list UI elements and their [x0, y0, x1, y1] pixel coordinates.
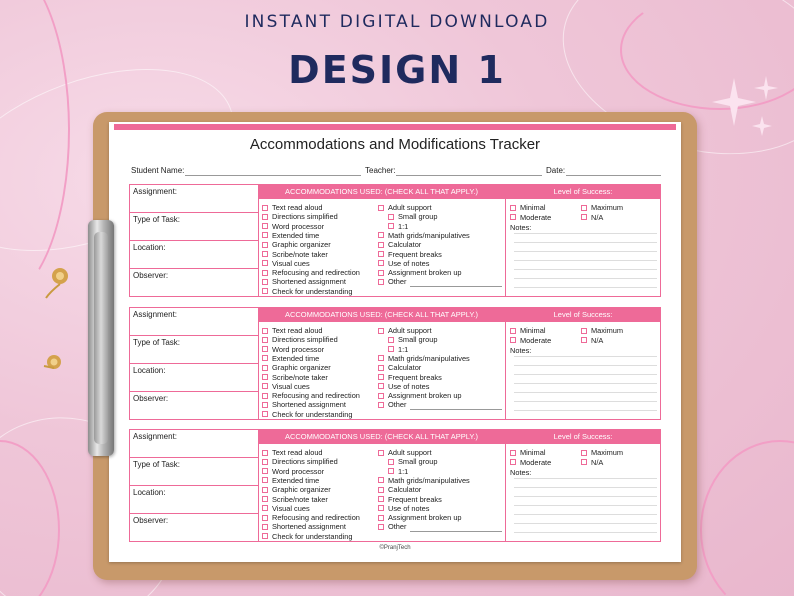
checkbox-icon[interactable] [262, 383, 268, 389]
notes-line[interactable] [514, 523, 657, 524]
notes-line[interactable] [514, 365, 657, 366]
success-checkbox[interactable] [581, 336, 603, 345]
accommodation-checkbox[interactable] [262, 504, 310, 513]
other-line[interactable] [410, 531, 502, 532]
checkbox-label: 1:1 [398, 344, 409, 354]
checkbox-icon[interactable] [378, 365, 384, 371]
checkbox-label: Small group [398, 212, 438, 222]
checkbox-icon[interactable] [262, 205, 268, 211]
tracker-section [129, 307, 661, 420]
notes-line[interactable] [514, 242, 657, 243]
checkbox-icon[interactable] [388, 223, 394, 229]
accommodation-checkbox[interactable] [378, 391, 462, 400]
checkbox-label: Frequent breaks [388, 372, 442, 382]
checkbox-label: Refocusing and redirection [272, 268, 360, 278]
checkbox-label: N/A [591, 457, 604, 467]
notes-line[interactable] [514, 233, 657, 234]
checkbox-label: Other [388, 277, 407, 287]
success-header: Level of Success: [505, 430, 661, 444]
checkbox-label: Text read aloud [272, 326, 323, 335]
accommodation-checkbox[interactable] [388, 212, 437, 221]
other-line[interactable] [410, 286, 502, 287]
accommodation-checkbox[interactable] [262, 354, 319, 363]
checkbox-icon[interactable] [262, 337, 268, 343]
checkbox-icon[interactable] [378, 242, 384, 248]
other-line[interactable] [410, 409, 502, 410]
checkbox-icon[interactable] [581, 337, 587, 343]
checkbox-icon[interactable] [581, 450, 587, 456]
checkbox-label: Graphic organizer [272, 485, 331, 495]
success-checkbox[interactable] [581, 448, 623, 457]
checkbox-icon[interactable] [262, 505, 268, 511]
checkbox-icon[interactable] [262, 374, 268, 380]
accommodation-checkbox[interactable] [262, 277, 346, 286]
checkbox-label: Math grids/manipulatives [388, 475, 470, 485]
accommodation-checkbox[interactable] [262, 259, 310, 268]
checkbox-label: Math grids/manipulatives [388, 353, 470, 363]
notes-label: Notes: [510, 468, 532, 477]
checkbox-icon[interactable] [581, 214, 587, 220]
checkbox-icon[interactable] [378, 374, 384, 380]
checkbox-icon[interactable] [262, 355, 268, 361]
notes-line[interactable] [514, 514, 657, 515]
checkbox-label: Text read aloud [272, 203, 323, 212]
checkbox-label: Maximum [591, 203, 624, 212]
checkbox-label: Scribe/note taker [272, 249, 328, 259]
checkbox-label: Assignment broken up [388, 391, 462, 401]
checkbox-label: Small group [398, 335, 438, 345]
checkbox-icon[interactable] [378, 205, 384, 211]
checkbox-icon[interactable] [388, 214, 394, 220]
checkbox-icon[interactable] [378, 251, 384, 257]
accommodation-checkbox[interactable] [378, 354, 470, 363]
checkbox-label: Extended time [272, 353, 320, 363]
checkbox-icon[interactable] [262, 288, 268, 294]
success-checkbox[interactable] [510, 213, 551, 222]
notes-line[interactable] [514, 269, 657, 270]
success-header: Level of Success: [505, 308, 661, 322]
checkbox-label: Check for understanding [272, 286, 353, 296]
notes-line[interactable] [514, 278, 657, 279]
checkbox-icon[interactable] [388, 346, 394, 352]
column-divider [505, 308, 506, 419]
notes-line[interactable] [514, 392, 657, 393]
checkbox-label: Use of notes [388, 503, 430, 513]
checkbox-icon[interactable] [262, 346, 268, 352]
accommodation-checkbox[interactable] [378, 400, 406, 409]
left-label-cell[interactable]: Location: [130, 486, 258, 514]
column-divider [505, 185, 506, 296]
tracker-sheet [109, 122, 681, 562]
checkbox-icon[interactable] [378, 383, 384, 389]
accommodation-checkbox[interactable] [262, 522, 346, 531]
column-divider [258, 430, 259, 541]
checkbox-label: Graphic organizer [272, 363, 331, 373]
checkbox-icon[interactable] [581, 205, 587, 211]
checkbox-icon[interactable] [262, 487, 268, 493]
top-accent-bar [114, 124, 676, 130]
accommodation-checkbox[interactable] [378, 448, 432, 457]
checkbox-icon[interactable] [378, 232, 384, 238]
accommodation-checkbox[interactable] [388, 467, 408, 476]
checkbox-icon[interactable] [262, 251, 268, 257]
copyright: ©PranjTech [379, 545, 411, 551]
notes-label: Notes: [510, 223, 532, 232]
checkbox-icon[interactable] [510, 205, 516, 211]
checkbox-label: Check for understanding [272, 531, 353, 541]
checkbox-label: Text read aloud [272, 448, 323, 457]
student-name-line [185, 175, 361, 176]
checkbox-label: Shortened assignment [272, 400, 346, 410]
checkbox-icon[interactable] [378, 505, 384, 511]
decorative-line [700, 440, 794, 596]
accommodation-checkbox[interactable] [262, 513, 360, 522]
teacher-line [396, 175, 542, 176]
checkbox-label: N/A [591, 335, 604, 345]
left-label-cell[interactable]: Observer: [133, 516, 169, 525]
accommodation-checkbox[interactable] [262, 240, 331, 249]
accommodation-checkbox[interactable] [388, 345, 408, 354]
checkbox-label: Calculator [388, 240, 422, 250]
left-label-cell[interactable]: Assignment: [130, 308, 258, 336]
success-checkbox[interactable] [510, 336, 551, 345]
accommodation-checkbox[interactable] [262, 222, 324, 231]
checkbox-label: Visual cues [272, 258, 310, 268]
left-label-cell[interactable]: Type of Task: [130, 336, 258, 364]
checkbox-icon[interactable] [388, 459, 394, 465]
checkbox-icon[interactable] [262, 450, 268, 456]
notes-line[interactable] [514, 260, 657, 261]
checkbox-icon[interactable] [378, 524, 384, 530]
decorative-line [0, 0, 70, 300]
checkbox-label: Refocusing and redirection [272, 391, 360, 401]
checkbox-label: Math grids/manipulatives [388, 230, 470, 240]
accommodation-checkbox[interactable] [388, 335, 437, 344]
checkbox-icon[interactable] [262, 328, 268, 334]
checkbox-label: Extended time [272, 230, 320, 240]
accommodation-checkbox[interactable] [262, 335, 338, 344]
checkbox-icon[interactable] [388, 337, 394, 343]
accommodation-checkbox[interactable] [262, 495, 328, 504]
checkbox-icon[interactable] [378, 270, 384, 276]
accommodation-checkbox[interactable] [378, 203, 432, 212]
notes-line[interactable] [514, 496, 657, 497]
notes-line[interactable] [514, 383, 657, 384]
notes-line[interactable] [514, 287, 657, 288]
accommodation-checkbox[interactable] [378, 268, 462, 277]
checkbox-label: Word processor [272, 344, 325, 354]
checkbox-icon[interactable] [262, 496, 268, 502]
teacher-label: Teacher: [365, 166, 396, 175]
checkbox-icon[interactable] [262, 365, 268, 371]
accommodation-checkbox[interactable] [262, 363, 331, 372]
accommodation-checkbox[interactable] [262, 485, 331, 494]
checkbox-icon[interactable] [378, 496, 384, 502]
checkbox-icon[interactable] [378, 477, 384, 483]
accommodation-checkbox[interactable] [378, 259, 430, 268]
accommodation-checkbox[interactable] [262, 448, 323, 457]
checkbox-label: Scribe/note taker [272, 494, 328, 504]
notes-line[interactable] [514, 505, 657, 506]
column-divider [505, 430, 506, 541]
checkbox-label: Shortened assignment [272, 277, 346, 287]
accommodation-checkbox[interactable] [378, 250, 442, 259]
accommodation-checkbox[interactable] [262, 345, 324, 354]
checkbox-icon[interactable] [378, 328, 384, 334]
accommodation-checkbox[interactable] [378, 476, 470, 485]
checkbox-icon[interactable] [510, 214, 516, 220]
left-label-cell[interactable]: Observer: [133, 394, 169, 403]
checkbox-label: Minimal [520, 326, 546, 335]
checkbox-label: Other [388, 400, 407, 410]
header-title: DESIGN 1 [288, 48, 506, 92]
accommodation-checkbox[interactable] [262, 400, 346, 409]
checkbox-label: Moderate [520, 212, 552, 222]
checkbox-label: Calculator [388, 363, 422, 373]
accommodation-checkbox[interactable] [378, 277, 406, 286]
checkbox-icon[interactable] [262, 411, 268, 417]
accommodation-checkbox[interactable] [378, 363, 421, 372]
header-subtitle: INSTANT DIGITAL DOWNLOAD [244, 12, 550, 32]
checkbox-icon[interactable] [262, 459, 268, 465]
checkbox-icon[interactable] [581, 459, 587, 465]
date-label: Date: [546, 166, 566, 175]
sheet-title: Accommodations and Modifications Tracker [249, 136, 541, 153]
checkbox-icon[interactable] [262, 260, 268, 266]
column-divider [258, 308, 259, 419]
checkbox-icon[interactable] [510, 459, 516, 465]
accommodation-checkbox[interactable] [262, 467, 324, 476]
checkbox-label: Refocusing and redirection [272, 513, 360, 523]
checkbox-label: Extended time [272, 475, 320, 485]
accommodation-checkbox[interactable] [378, 231, 470, 240]
checkbox-label: 1:1 [398, 221, 409, 231]
accommodation-checkbox[interactable] [262, 457, 338, 466]
left-label-cell[interactable]: Location: [130, 364, 258, 392]
accommodation-checkbox[interactable] [262, 268, 360, 277]
success-checkbox[interactable] [581, 203, 623, 212]
checkbox-label: Assignment broken up [388, 268, 462, 278]
checkbox-label: Adult support [388, 448, 432, 457]
accommodations-header: ACCOMMODATIONS USED: (CHECK ALL THAT APPLY.) [258, 185, 505, 199]
checkbox-label: Frequent breaks [388, 249, 442, 259]
checkbox-label: Word processor [272, 466, 325, 476]
notes-line[interactable] [514, 374, 657, 375]
tracker-section [129, 184, 661, 297]
accommodation-checkbox[interactable] [262, 326, 323, 335]
checkbox-label: Directions simplified [272, 457, 338, 467]
checkbox-icon[interactable] [262, 477, 268, 483]
checkbox-label: Adult support [388, 203, 432, 212]
checkbox-label: Adult support [388, 326, 432, 335]
checkbox-label: Assignment broken up [388, 513, 462, 523]
checkbox-icon[interactable] [510, 328, 516, 334]
accommodation-checkbox[interactable] [378, 513, 462, 522]
accommodation-checkbox[interactable] [262, 532, 353, 541]
notes-line[interactable] [514, 487, 657, 488]
checkbox-icon[interactable] [262, 232, 268, 238]
checkbox-label: Moderate [520, 335, 552, 345]
accommodation-checkbox[interactable] [262, 476, 319, 485]
success-checkbox[interactable] [510, 326, 545, 335]
accommodation-checkbox[interactable] [378, 504, 430, 513]
notes-label: Notes: [510, 346, 532, 355]
checkbox-label: Calculator [388, 485, 422, 495]
checkbox-icon[interactable] [262, 214, 268, 220]
checkbox-label: 1:1 [398, 466, 409, 476]
accommodation-checkbox[interactable] [262, 250, 328, 259]
accommodation-checkbox[interactable] [262, 382, 310, 391]
checkbox-label: Maximum [591, 326, 624, 335]
accommodation-checkbox[interactable] [388, 457, 437, 466]
checkbox-icon[interactable] [262, 223, 268, 229]
notes-line[interactable] [514, 410, 657, 411]
left-label-cell[interactable]: Observer: [133, 271, 169, 280]
checkbox-icon[interactable] [262, 515, 268, 521]
accommodation-checkbox[interactable] [262, 410, 353, 419]
accommodation-checkbox[interactable] [262, 287, 353, 296]
success-checkbox[interactable] [510, 203, 545, 212]
accommodation-checkbox[interactable] [378, 382, 430, 391]
notes-line[interactable] [514, 532, 657, 533]
success-checkbox[interactable] [510, 448, 545, 457]
checkbox-icon[interactable] [388, 468, 394, 474]
left-label-cell[interactable]: Location: [130, 241, 258, 269]
accommodation-checkbox[interactable] [262, 203, 323, 212]
checkbox-icon[interactable] [378, 450, 384, 456]
accommodation-checkbox[interactable] [378, 240, 421, 249]
checkbox-label: Directions simplified [272, 335, 338, 345]
checkbox-label: Use of notes [388, 381, 430, 391]
accommodation-checkbox[interactable] [378, 485, 421, 494]
checkbox-icon[interactable] [378, 279, 384, 285]
success-header: Level of Success: [505, 185, 661, 199]
checkbox-icon[interactable] [262, 242, 268, 248]
checkbox-icon[interactable] [262, 524, 268, 530]
checkbox-icon[interactable] [262, 402, 268, 408]
left-label-cell[interactable]: Type of Task: [130, 458, 258, 486]
checkbox-label: Small group [398, 457, 438, 467]
accommodations-header: ACCOMMODATIONS USED: (CHECK ALL THAT APPLY.) [258, 308, 505, 322]
success-checkbox[interactable] [581, 213, 603, 222]
checkbox-icon[interactable] [510, 450, 516, 456]
accommodation-checkbox[interactable] [378, 495, 442, 504]
success-checkbox[interactable] [581, 458, 603, 467]
left-label-cell[interactable]: Assignment: [130, 185, 258, 213]
accommodation-checkbox[interactable] [262, 391, 360, 400]
tracker-section [129, 429, 661, 542]
accommodation-checkbox[interactable] [262, 231, 319, 240]
notes-line[interactable] [514, 401, 657, 402]
earring-icon [40, 262, 80, 382]
accommodation-checkbox[interactable] [388, 222, 408, 231]
notes-line[interactable] [514, 478, 657, 479]
checkbox-label: Word processor [272, 221, 325, 231]
checkbox-icon[interactable] [262, 533, 268, 539]
checkbox-label: Visual cues [272, 503, 310, 513]
checkbox-icon[interactable] [262, 279, 268, 285]
left-label-cell[interactable]: Assignment: [130, 430, 258, 458]
checkbox-icon[interactable] [262, 468, 268, 474]
checkbox-label: Check for understanding [272, 409, 353, 419]
left-label-cell[interactable]: Type of Task: [130, 213, 258, 241]
accommodation-checkbox[interactable] [378, 326, 432, 335]
notes-line[interactable] [514, 356, 657, 357]
checkbox-icon[interactable] [378, 393, 384, 399]
checkbox-label: N/A [591, 212, 604, 222]
checkbox-icon[interactable] [510, 337, 516, 343]
accommodation-checkbox[interactable] [262, 373, 328, 382]
accommodation-checkbox[interactable] [378, 373, 442, 382]
checkbox-icon[interactable] [378, 402, 384, 408]
checkbox-icon[interactable] [581, 328, 587, 334]
checkbox-icon[interactable] [378, 260, 384, 266]
checkbox-label: Visual cues [272, 381, 310, 391]
checkbox-label: Directions simplified [272, 212, 338, 222]
checkbox-label: Maximum [591, 448, 624, 457]
checkbox-label: Scribe/note taker [272, 372, 328, 382]
success-checkbox[interactable] [581, 326, 623, 335]
success-checkbox[interactable] [510, 458, 551, 467]
checkbox-icon[interactable] [262, 270, 268, 276]
checkbox-icon[interactable] [262, 393, 268, 399]
checkbox-label: Use of notes [388, 258, 430, 268]
accommodations-header: ACCOMMODATIONS USED: (CHECK ALL THAT APPLY.) [258, 430, 505, 444]
checkbox-label: Shortened assignment [272, 522, 346, 532]
checkbox-icon[interactable] [378, 355, 384, 361]
checkbox-label: Minimal [520, 203, 546, 212]
checkbox-label: Frequent breaks [388, 494, 442, 504]
checkbox-label: Moderate [520, 457, 552, 467]
column-divider [258, 185, 259, 296]
checkbox-icon[interactable] [378, 515, 384, 521]
student-name-label: Student Name: [131, 166, 185, 175]
date-line [566, 175, 661, 176]
accommodation-checkbox[interactable] [378, 522, 406, 531]
checkbox-label: Other [388, 522, 407, 532]
clipboard-clip [88, 220, 114, 456]
accommodation-checkbox[interactable] [262, 212, 338, 221]
checkbox-label: Minimal [520, 448, 546, 457]
notes-line[interactable] [514, 251, 657, 252]
checkbox-icon[interactable] [378, 487, 384, 493]
checkbox-label: Graphic organizer [272, 240, 331, 250]
